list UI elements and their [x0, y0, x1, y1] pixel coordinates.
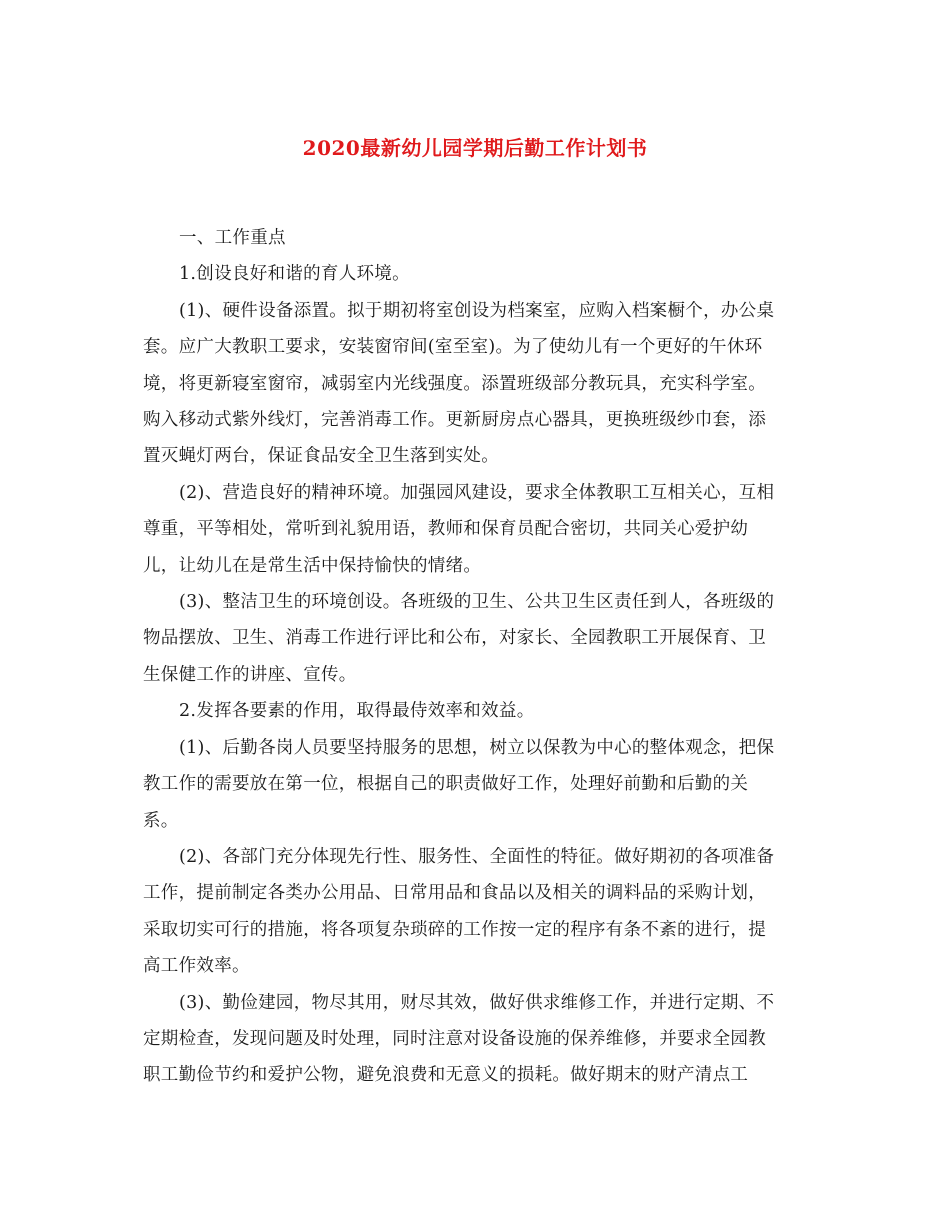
paragraph-line: 一、工作重点: [179, 228, 286, 248]
paragraph-line: 1.创设良好和谐的育人环境。: [179, 264, 410, 285]
paragraph-line: (3)、整洁卫生的环境创设。各班级的卫生、公共卫生区责任到人，各班级的: [179, 592, 775, 613]
paragraph: [143, 220, 807, 256]
paragraph-line: (2)、各部门充分体现先行性、服务性、全面性的特征。做好期初的各项准备: [179, 846, 775, 867]
paragraph-line: 置灭蝇灯两台，保证食品安全卫生落到实处。: [143, 446, 499, 467]
paragraph-line: 工作，提前制定各类办公用品、日常用品和食品以及相关的调料品的采购计划，: [143, 883, 766, 904]
paragraph-line: 物品摆放、卫生、消毒工作进行评比和公布，对家长、全园教职工开展保育、卫: [143, 628, 766, 649]
paragraph-line: 境，将更新寝室窗帘，减弱室内光线强度。添置班级部分教玩具，充实科学室。: [143, 373, 766, 394]
paragraph-line: (3)、勤俭建园，物尽其用，财尽其效，做好供求维修工作，并进行定期、不: [179, 992, 775, 1013]
paragraph: [143, 693, 807, 729]
paragraph-line: 高工作效率。: [143, 956, 250, 977]
paragraph: [143, 839, 807, 985]
paragraph-line: 系。: [143, 810, 179, 831]
paragraph-line: 2.发挥各要素的作用，取得最侍效率和效益。: [179, 701, 535, 722]
paragraph-line: 儿，让幼儿在是常生活中保持愉快的情绪。: [143, 555, 482, 576]
paragraph-line: 尊重，平等相处，常听到礼貌用语，教师和保育员配合密切，共同关心爱护幼: [143, 519, 749, 540]
paragraph-line: 定期检查，发现问题及时处理，同时注意对设备设施的保养维修，并要求全园教: [143, 1028, 766, 1049]
paragraph-line: 教工作的需要放在第一位，根据自己的职责做好工作，处理好前勤和后勤的关: [143, 774, 749, 795]
paragraph-line: 生保健工作的讲座、宣传。: [143, 664, 357, 685]
paragraph: [143, 293, 807, 475]
paragraph: [143, 584, 807, 693]
paragraph-line: 购入移动式紫外线灯，完善消毒工作。更新厨房点心器具，更换班级纱巾套，添: [143, 410, 766, 431]
paragraph: [143, 256, 807, 292]
paragraph: [143, 730, 807, 839]
paragraph: [143, 475, 807, 584]
paragraph-line: 职工勤俭节约和爱护公物，避免浪费和无意义的损耗。做好期末的财产清点工: [143, 1065, 749, 1086]
paragraph-line: (1)、后勤各岗人员要坚持服务的思想，树立以保教为中心的整体观念，把保: [179, 737, 775, 758]
document-body: [143, 220, 807, 1094]
paragraph-line: 套。应广大教职工要求，安装窗帘间(室至室)。为了使幼儿有一个更好的午休环: [143, 337, 763, 358]
paragraph-line: 采取切实可行的措施，将各项复杂琐碎的工作按一定的程序有条不紊的进行，提: [143, 919, 766, 940]
paragraph: [143, 985, 807, 1094]
paragraph-line: (1)、硬件设备添置。拟于期初将室创设为档案室，应购入档案橱个，办公桌: [179, 300, 775, 321]
document-title: 2020最新幼儿园学期后勤工作计划书: [302, 136, 648, 160]
paragraph-line: (2)、营造良好的精神环境。加强园风建设，要求全体教职工互相关心，互相: [179, 482, 775, 503]
